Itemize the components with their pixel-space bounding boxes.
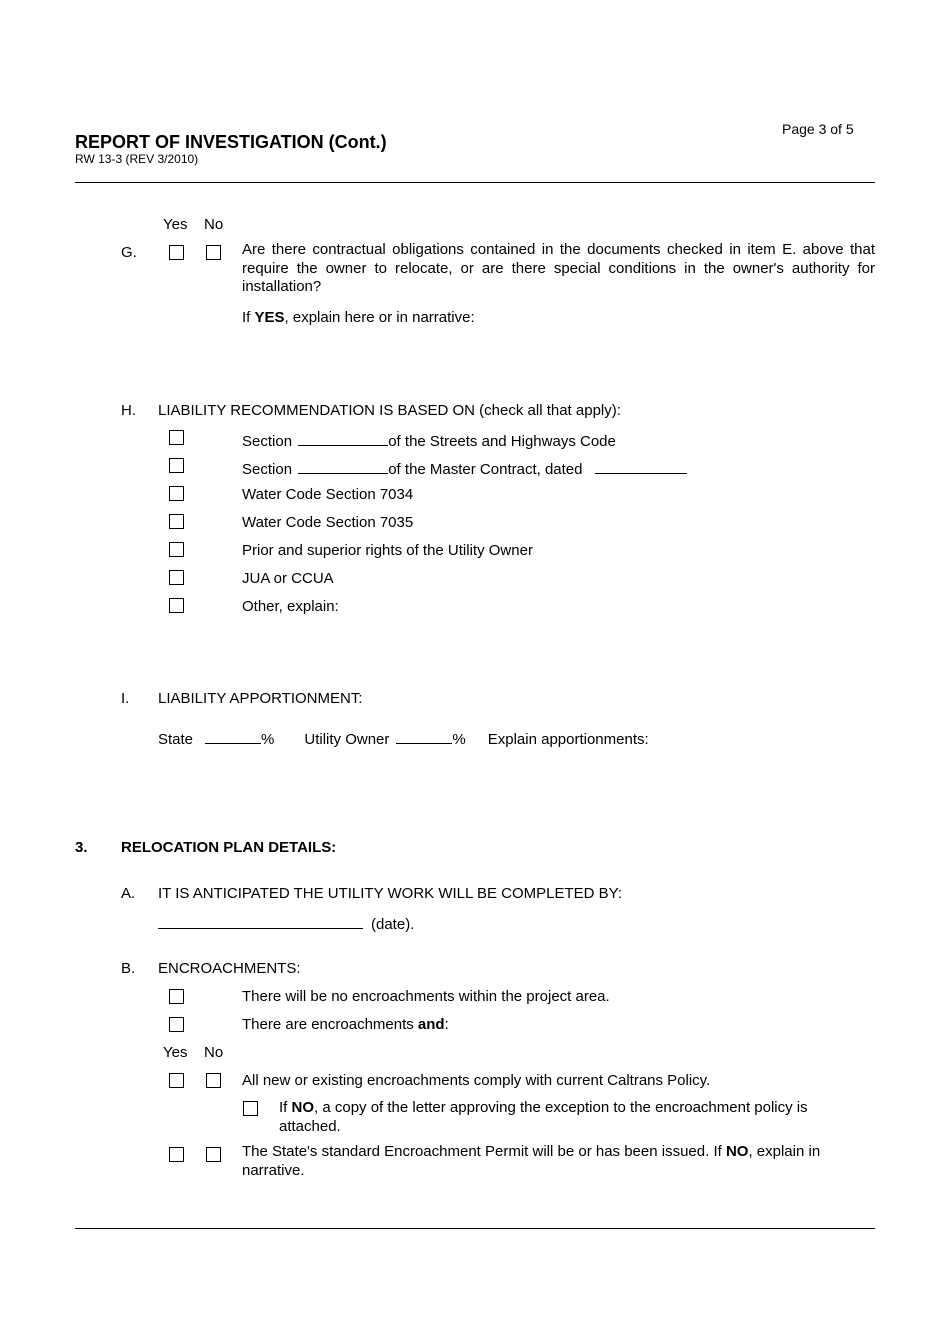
explain-yes-bold: YES [254,309,285,326]
no-column-label: No [204,216,224,233]
completion-date-row [158,913,414,934]
item-i-heading: LIABILITY APPORTIONMENT: [158,690,363,707]
permit-no-bold: NO [725,1143,749,1160]
utility-owner-label: Utility Owner [304,731,390,748]
permit-no-checkbox[interactable] [206,1147,221,1162]
h-other-checkbox[interactable] [169,598,184,613]
h-prior-rights-label: Prior and superior rights of the Utility Owner [242,542,533,559]
footer-divider [75,1228,875,1229]
h-prior-rights-checkbox[interactable] [169,542,184,557]
are-encroachments-text: There are encroachments [242,1016,418,1033]
exception-letter-checkbox[interactable] [243,1101,258,1116]
no-encroachments-label: There will be no encroachments within the project area. [242,988,610,1005]
h-water-7034-checkbox[interactable] [169,486,184,501]
item-g-letter: G. [121,244,137,261]
item-i-letter: I. [121,690,130,707]
item-g-explain-prompt [242,309,475,327]
ifno-if: If [279,1099,292,1116]
yes-column-label: Yes [163,1044,188,1061]
ifno-rest: , a copy of the letter approving the exception to the encroachment policy is attached. [279,1099,808,1135]
yes-column-label: Yes [163,216,188,233]
item-3a-letter: A. [121,885,136,902]
colon: : [444,1016,449,1033]
are-encroachments-checkbox[interactable] [169,1017,184,1032]
exception-letter-label [279,1099,839,1136]
permit-text: The State's standard Encroachment Permit will be or has been issued. If [242,1143,726,1160]
state-label: State [158,731,194,748]
are-encroachments-label [242,1016,449,1034]
h-water-7035-checkbox[interactable] [169,514,184,529]
item-g-no-checkbox[interactable] [206,245,221,260]
explain-apportionments-label: Explain apportionments: [487,731,649,748]
h-streets-code-checkbox[interactable] [169,430,184,445]
ifno-no-bold: NO [291,1099,315,1116]
permit-label [242,1143,862,1180]
and-bold: and [417,1016,445,1033]
section-word: Section [242,461,293,478]
state-percent-sign: % [261,731,275,748]
item-g-question: Are there contractual obligations contained in the documents checked in item E. above that require the owner to relocate, or are there special conditions in the owner's authority for installation? [242,241,875,295]
section-word: Section [242,433,293,450]
page-title: REPORT OF INVESTIGATION (Cont.) [75,132,387,152]
comply-label: All new or existing encroachments comply with current Caltrans Policy. [242,1072,711,1089]
explain-if: If [242,309,255,326]
owner-percent-sign: % [452,731,466,748]
no-column-label: No [204,1044,224,1061]
h-master-contract-checkbox[interactable] [169,458,184,473]
h-water-7034-label: Water Code Section 7034 [242,486,414,503]
h-jua-ccua-label: JUA or CCUA [242,570,334,587]
section-3-heading: RELOCATION PLAN DETAILS: [121,839,337,856]
master-contract-date-blank[interactable] [595,458,687,474]
explain-rest: , explain here or in narrative: [284,309,475,326]
apportionment-row [158,728,649,749]
permit-yes-checkbox[interactable] [169,1147,184,1162]
master-contract-text: of the Master Contract, dated [388,461,583,478]
date-label: (date). [371,916,415,933]
streets-code-text: of the Streets and Highways Code [388,433,616,450]
header-divider [75,182,875,183]
h-streets-code-option [242,430,616,451]
master-section-blank[interactable] [298,458,388,474]
streets-section-blank[interactable] [298,430,388,446]
h-other-label: Other, explain: [242,598,339,615]
form-id: RW 13-3 (REV 3/2010) [75,152,199,166]
permit-rest: , explain in narrative. [242,1143,821,1179]
h-water-7035-label: Water Code Section 7035 [242,514,414,531]
item-3a-text: IT IS ANTICIPATED THE UTILITY WORK WILL BE COMPLETED BY: [158,885,622,902]
page-number: Page 3 of 5 [782,121,854,137]
item-3b-heading: ENCROACHMENTS: [158,960,301,977]
item-h-letter: H. [121,402,136,419]
state-percent-blank[interactable] [205,728,261,744]
owner-percent-blank[interactable] [396,728,452,744]
item-h-heading: LIABILITY RECOMMENDATION IS BASED ON (check all that apply): [158,402,621,419]
comply-yes-checkbox[interactable] [169,1073,184,1088]
completion-date-blank[interactable] [158,913,363,929]
no-encroachments-checkbox[interactable] [169,989,184,1004]
h-master-contract-option [242,458,687,479]
item-g-yes-checkbox[interactable] [169,245,184,260]
comply-no-checkbox[interactable] [206,1073,221,1088]
item-3b-letter: B. [121,960,136,977]
section-3-number: 3. [75,839,88,856]
h-jua-ccua-checkbox[interactable] [169,570,184,585]
